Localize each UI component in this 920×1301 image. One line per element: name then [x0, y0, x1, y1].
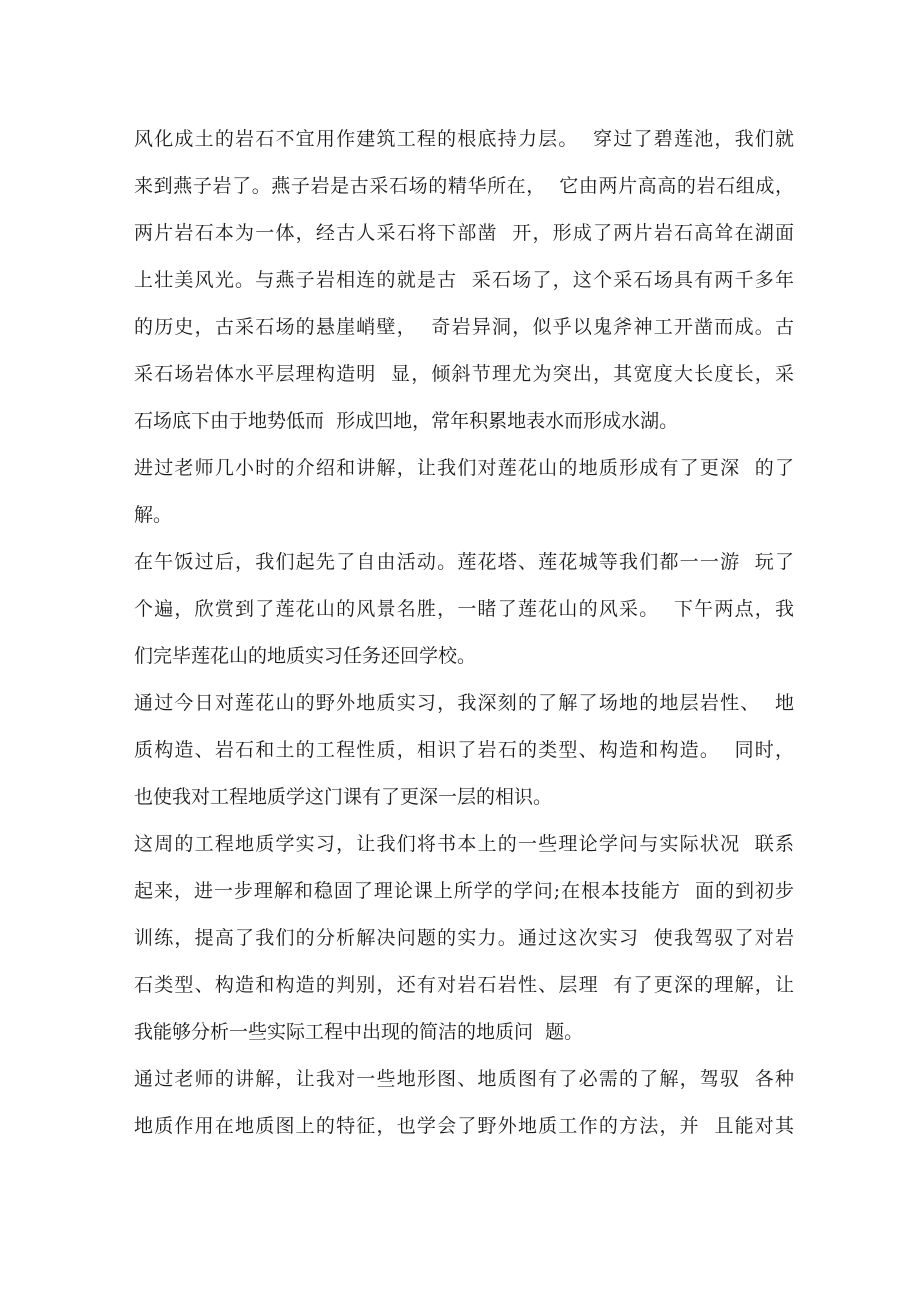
- text-line: 石类型、构造和构造的判别，还有对岩石岩性、层理 有了更深的理解，让: [134, 974, 794, 996]
- text-line: 两片岩石本为一体，经古人采石将下部凿 开，形成了两片岩石高耸在湖面: [134, 222, 794, 244]
- text-line: 们完毕莲花山的地质实习任务还回学校。: [134, 645, 477, 667]
- paragraph-map-skills: [134, 1058, 794, 1152]
- text-line: 的历史，古采石场的悬崖峭壁， 奇岩异洞，似乎以鬼斧神工开凿而成。古: [134, 316, 794, 338]
- text-line: 也使我对工程地质学这门课有了更深一层的相识。: [134, 786, 553, 808]
- paragraph-free-activity: [134, 541, 794, 682]
- paragraph-teacher-intro: [134, 447, 794, 541]
- text-line: 风化成土的岩石不宜用作建筑工程的根底持力层。 穿过了碧莲池，我们就: [134, 128, 794, 150]
- text-line: 通过老师的讲解，让我对一些地形图、地质图有了必需的了解，驾驭 各种: [134, 1068, 794, 1090]
- text-line: 通过今日对莲花山的野外地质实习，我深刻的了解了场地的地层岩性、 地: [134, 692, 794, 714]
- text-line: 质构造、岩石和土的工程性质，相识了岩石的类型、构造和构造。 同时，: [134, 739, 794, 761]
- text-line: 石场底下由于地势低而 形成凹地，常年积累地表水而形成水湖。: [134, 410, 679, 432]
- text-line: 解。: [134, 504, 173, 526]
- text-line: 起来，进一步理解和稳固了理论课上所学的学问;在根本技能方 面的到初步: [134, 880, 794, 902]
- paragraph-field-summary: [134, 682, 794, 823]
- text-line: 这周的工程地质学实习，让我们将书本上的一些理论学问与实际状况 联系: [134, 833, 794, 855]
- text-line: 个遍，欣赏到了莲花山的风景名胜，一睹了莲花山的风采。 下午两点，我: [134, 598, 794, 620]
- text-line: 我能够分析一些实际工程中出现的简洁的地质问 题。: [134, 1021, 584, 1043]
- text-line: 地质作用在地质图上的特征，也学会了野外地质工作的方法，并 且能对其: [134, 1115, 794, 1137]
- paragraph-intro-continued: [134, 118, 794, 447]
- text-line: 采石场岩体水平层理构造明 显，倾斜节理尤为突出，其宽度大长度长，采: [134, 363, 794, 385]
- text-line: 上壮美风光。与燕子岩相连的就是古 采石场了，这个采石场具有两千多年: [134, 269, 794, 291]
- text-line: 训练，提高了我们的分析解决问题的实力。通过这次实习 使我驾驭了对岩: [134, 927, 794, 949]
- text-line: 进过老师几小时的介绍和讲解，让我们对莲花山的地质形成有了更深 的了: [134, 457, 794, 479]
- body-text: [134, 118, 794, 1152]
- text-line: 来到燕子岩了。燕子岩是古采石场的精华所在， 它由两片高高的岩石组成，: [134, 175, 794, 197]
- paragraph-week-summary: [134, 823, 794, 1058]
- text-line: 在午饭过后，我们起先了自由活动。莲花塔、莲花城等我们都一一游 玩了: [134, 551, 794, 573]
